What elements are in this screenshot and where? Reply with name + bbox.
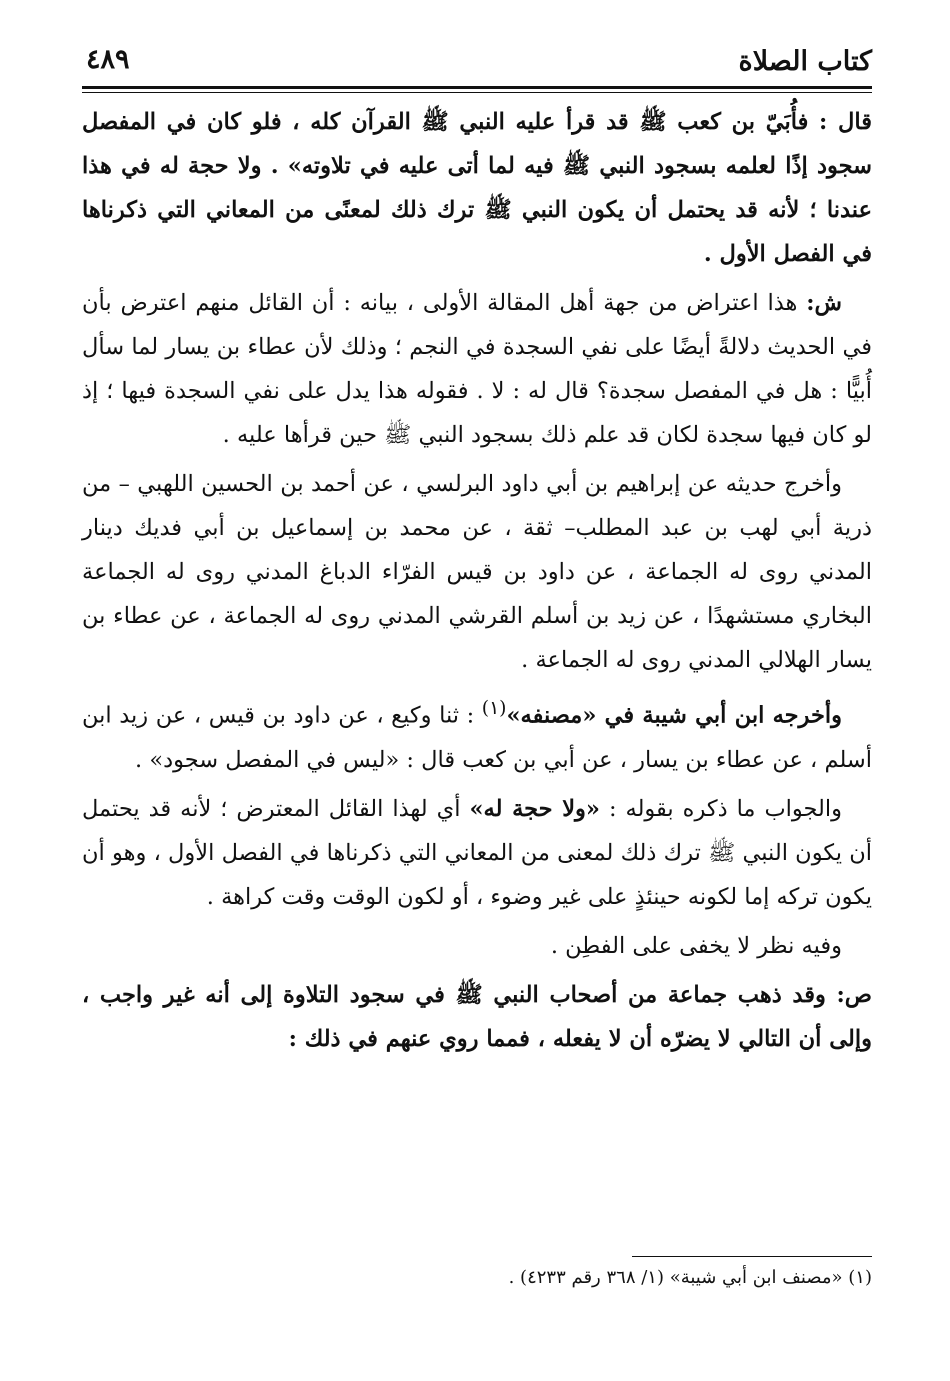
paragraph-commentary-text: هذا اعتراض من جهة أهل المقالة الأولى ، بيانه : أن القائل منهم اعترض بأن في الحديث دلالةً أيضًا على نفي السجدة في النجم ؛ وذلك لأن عطاء بن يسار لما سأل أُبيًّا : هل في المفصل سجدة؟ قال له : لا . فقوله هذا يدل على نفي السجدة فيها ؛ إذ لو كان فيها سجدة لكان قد علم ذلك بسجود النبي ﷺ حين قرأها عليه . bbox=[82, 290, 872, 448]
paragraph-isnad bbox=[82, 462, 872, 682]
book-page bbox=[82, 0, 872, 1381]
paragraph-matn-text: وقد ذهب جماعة من أصحاب النبي ﷺ في سجود التلاوة إلى أنه غير واجب ، وإلى أن التالي لا يضرّه أن لا يفعله ، فمما روي عنهم في ذلك : bbox=[82, 981, 872, 1052]
paragraph-ibn-abi-shayba-text: : ثنا وكيع ، عن داود بن قيس ، عن زيد ابن أسلم ، عن عطاء بن يسار ، عن أبي بن كعب قال : «ليس في المفصل سجود» . bbox=[82, 702, 872, 773]
matn-marker: ص: bbox=[836, 981, 872, 1008]
footnote-rule bbox=[632, 1256, 872, 1257]
answer-after: أي لهذا القائل المعترض ؛ لأنه قد يحتمل أن يكون النبي ﷺ ترك ذلك لمعنى من المعاني التي ذكرناها في الفصل الأول ، وهو أن يكون تركه إما لكونه حينئذٍ على غير وضوء ، أو لكون الوقت وقت كراهة . bbox=[82, 795, 872, 910]
commentary-marker: ش: bbox=[806, 290, 842, 316]
main-text bbox=[82, 100, 872, 1066]
paragraph-quote-text: قال : فأُبَيّ بن كعب ﷺ قد قرأ عليه النبي ﷺ القرآن كله ، فلو كان في المفصل سجود إذًا لعلمه بسجود النبي ﷺ فيه لما أتى عليه في تلاوته» . ولا حجة له في هذا عندنا ؛ لأنه قد يحتمل أن يكون النبي ﷺ ترك ذلك لمعنًى من المعاني التي ذكرناها في الفصل الأول . bbox=[82, 109, 872, 267]
paragraph-isnad-text: وأخرج حديثه عن إبراهيم بن أبي داود البرلسي ، عن أحمد بن الحسين اللهبي – من ذرية أبي لهب بن عبد المطلب– ثقة ، عن محمد بن إسماعيل بن أبي فديك دينار المدني روى له الجماعة ، عن داود بن قيس الفرّاء الدباغ المدني روى له الجماعة البخاري مستشهدًا ، عن زيد بن أسلم القرشي المدني روى له الجماعة ، عن عطاء بن يسار الهلالي المدني روى له الجماعة . bbox=[82, 471, 873, 673]
paragraph-matn bbox=[82, 973, 872, 1061]
footnote-text: (١) «مصنف ابن أبي شيبة» (١/ ٣٦٨ رقم ٤٢٣٣) . bbox=[508, 1267, 872, 1288]
paragraph-commentary bbox=[82, 281, 872, 457]
paragraph-note bbox=[82, 924, 872, 968]
page-number: ٤٨٩ bbox=[86, 44, 130, 75]
header-rule-thick bbox=[82, 86, 872, 89]
answer-before: والجواب ما ذكره بقوله : bbox=[599, 795, 842, 822]
paragraph-note-text: وفيه نظر لا يخفى على الفطِن . bbox=[550, 932, 842, 959]
footnote bbox=[82, 1264, 872, 1292]
page-header bbox=[82, 38, 872, 86]
header-rule-thin bbox=[82, 92, 872, 93]
paragraph-quote bbox=[82, 100, 872, 276]
paragraph-answer bbox=[82, 787, 872, 919]
answer-quote: «ولا حجة له» bbox=[469, 795, 600, 822]
ibn-abi-shayba-lead: وأخرجه ابن أبي شيبة في «مصنفه» bbox=[506, 702, 843, 729]
footnote-ref: (١) bbox=[481, 698, 507, 719]
running-title: كتاب الصلاة bbox=[738, 46, 872, 77]
paragraph-ibn-abi-shayba bbox=[82, 687, 872, 782]
